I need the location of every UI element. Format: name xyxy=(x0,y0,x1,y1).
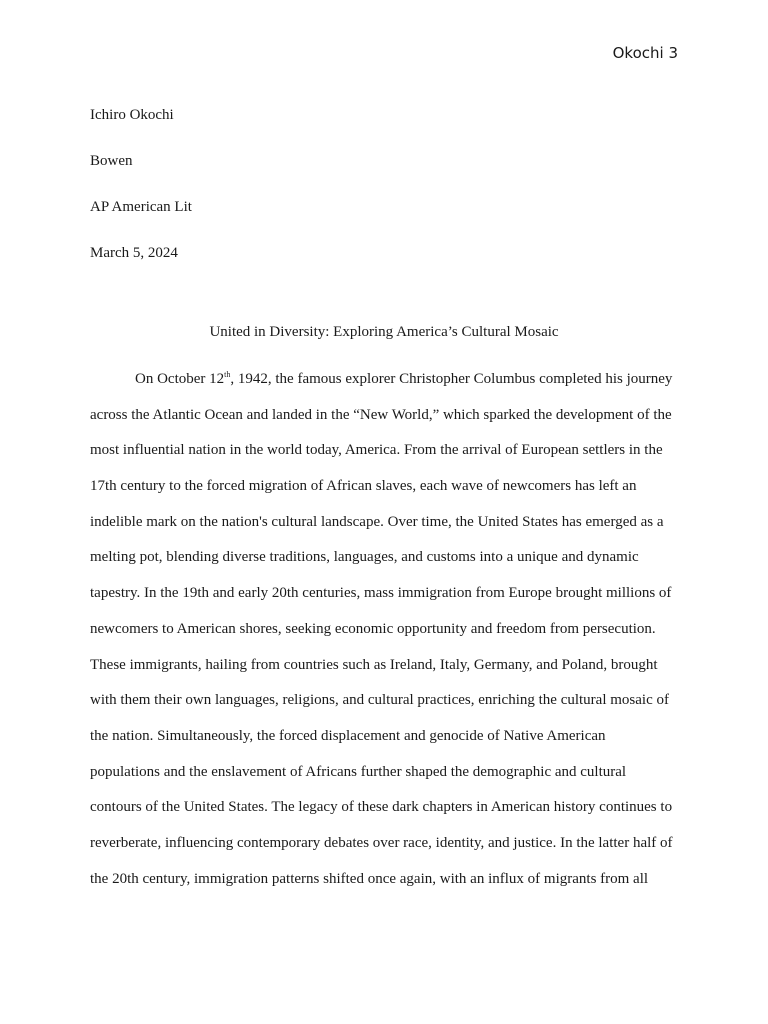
ordinal-superscript: th xyxy=(224,370,231,379)
mla-heading xyxy=(90,92,192,276)
paragraph-line: contours of the United States. The legacy of these dark chapters in American history continues to xyxy=(90,799,673,816)
paragraph-line: the 20th century, immigration patterns shifted once again, with an influx of migrants from all xyxy=(90,870,649,887)
essay-title: United in Diversity: Exploring America’s Cultural Mosaic xyxy=(209,324,559,340)
course-name: AP American Lit xyxy=(90,199,192,215)
paragraph-line: populations and the enslavement of Africans further shaped the demographic and cultural xyxy=(90,763,627,780)
essay-date: March 5, 2024 xyxy=(90,245,178,261)
paragraph-line: 17th century to the forced migration of African slaves, each wave of newcomers has left an xyxy=(90,478,637,495)
paragraph-line: These immigrants, hailing from countries such as Ireland, Italy, Germany, and Poland, brought xyxy=(90,656,658,673)
paragraph-line: reverberate, influencing contemporary debates over race, identity, and justice. In the latter half of xyxy=(90,834,673,851)
running-head: Okochi 3 xyxy=(612,44,678,62)
paragraph-line: tapestry. In the 19th and early 20th centuries, mass immigration from Europe brought millions of xyxy=(90,585,672,602)
student-name: Ichiro Okochi xyxy=(90,107,174,123)
paragraph-line: the nation. Simultaneously, the forced displacement and genocide of Native American xyxy=(90,727,606,744)
teacher-name: Bowen xyxy=(90,153,133,169)
paragraph-line: indelible mark on the nation's cultural landscape. Over time, the United States has emerged as a xyxy=(90,513,664,530)
essay-body xyxy=(90,368,678,903)
paragraph-line: most influential nation in the world today, America. From the arrival of European settlers in the xyxy=(90,442,663,459)
paragraph-line: across the Atlantic Ocean and landed in the “New World,” which sparked the development of the xyxy=(90,406,672,423)
paragraph-line: newcomers to American shores, seeking economic opportunity and freedom from persecution. xyxy=(90,620,656,637)
paragraph-line: with them their own languages, religions, and cultural practices, enriching the cultural mosaic of xyxy=(90,692,669,709)
first-line-start: On October 12 xyxy=(135,371,225,387)
first-line-end: , 1942, the famous explorer Christopher Columbus completed his journey xyxy=(230,371,673,387)
paragraph-line: melting pot, blending diverse traditions, languages, and customs into a unique and dynamic xyxy=(90,549,639,566)
paragraph-first-line xyxy=(90,368,678,404)
